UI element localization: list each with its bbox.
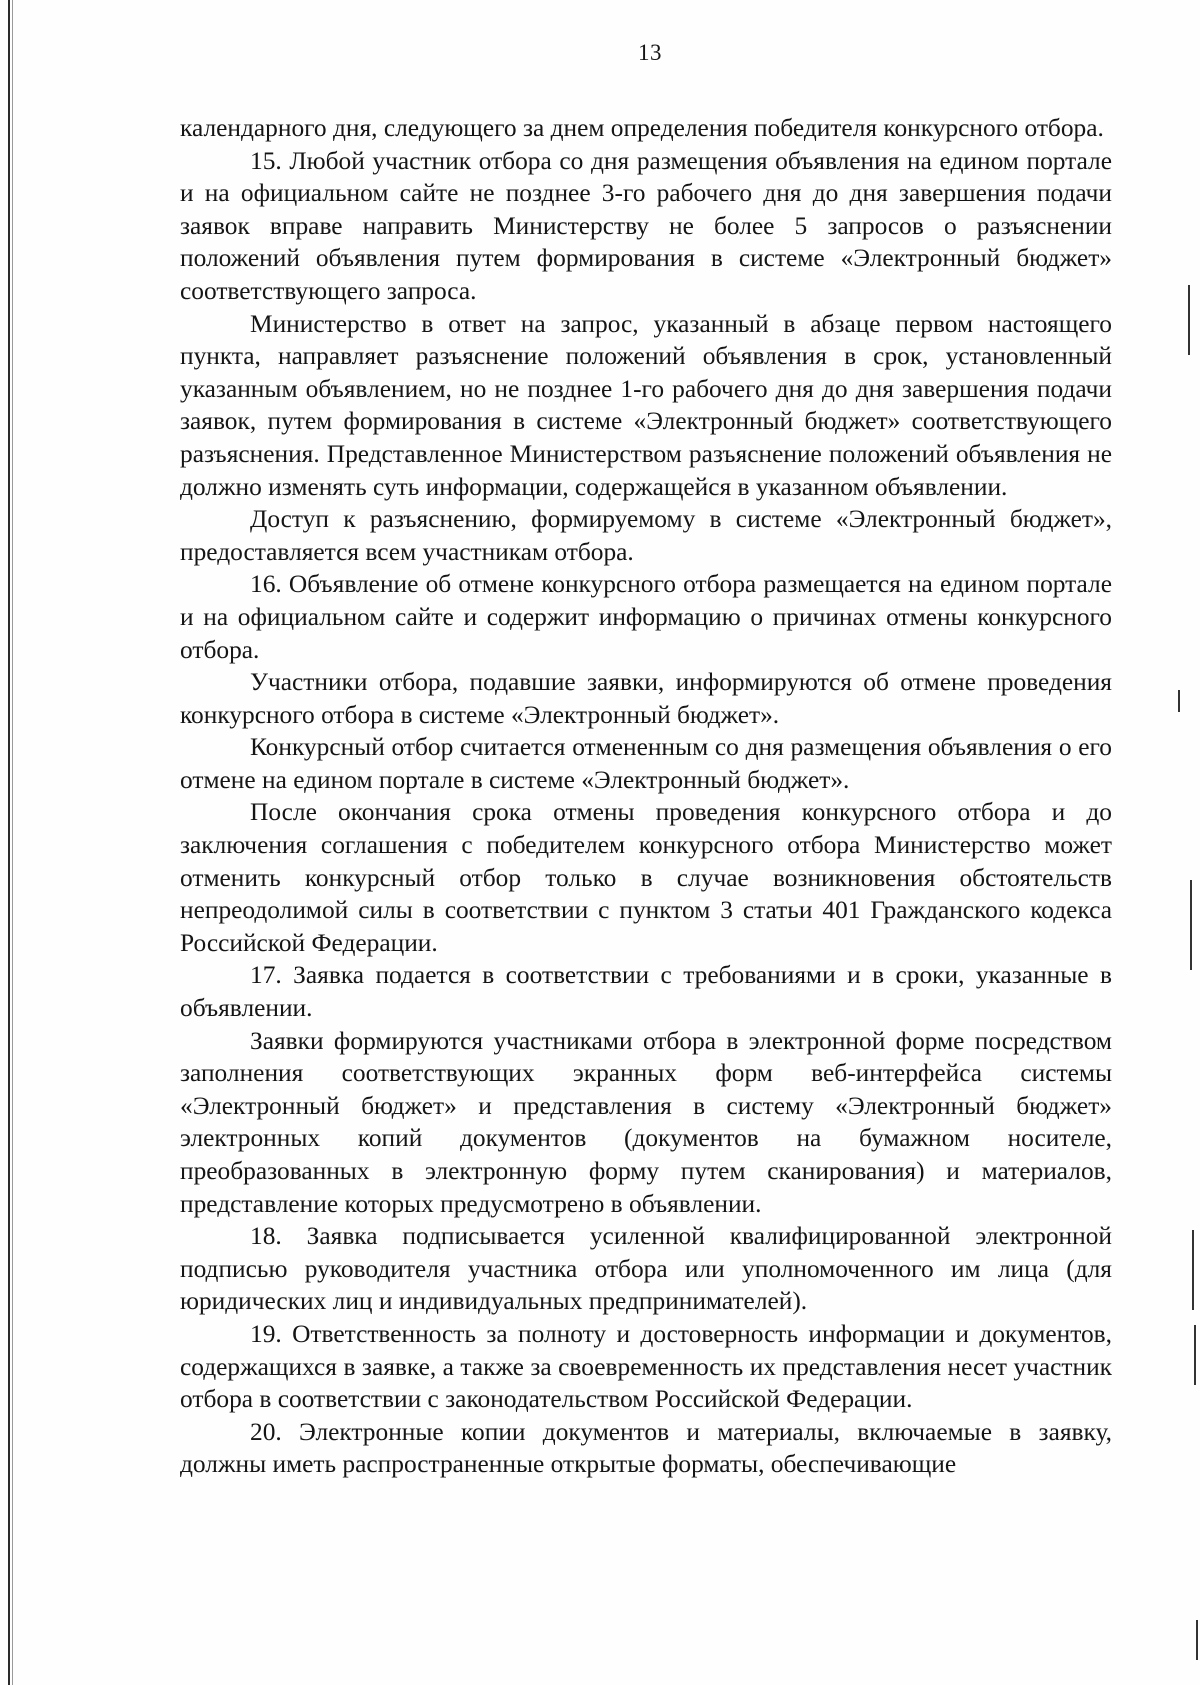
paragraph: 19. Ответственность за полноту и достоверность информации и документов, содержащихся в заявке, а также за своевременность их представления несет участник отбора в соответствии с законодательством Российской Федерации. <box>180 1319 1112 1414</box>
paragraph: Министерство в ответ на запрос, указанный в абзаце первом настоящего пункта, направляет разъяснение положений объявления в срок, установленный указанным объявлением, но не позднее 1-го рабочего дня до дня завершения подачи заявок, путем формирования в системе «Электронный бюджет» соответствующего разъяснения. Представленное Министерством разъяснение положений объявления не должно изменять суть информации, содержащейся в указанном объявлении. <box>180 309 1112 501</box>
scan-binding-edge <box>8 0 10 1685</box>
scan-mark <box>1192 1230 1194 1310</box>
scan-mark <box>1194 1325 1196 1385</box>
paragraph: Доступ к разъяснению, формируемому в системе «Электронный бюджет», предоставляется всем участникам отбора. <box>180 505 1112 566</box>
paragraph: 17. Заявка подается в соответствии с требованиями и в сроки, указанные в объявлении. <box>180 961 1112 1023</box>
paragraph: 18. Заявка подписывается усиленной квалифицированной электронной подписью руководителя участника отбора или уполномоченного им лица (для юридических лиц и индивидуальных предпринимателей). <box>180 1222 1112 1316</box>
scan-binding-edge-shadow <box>12 0 13 1685</box>
page-number: 13 <box>638 40 662 65</box>
scan-mark <box>1196 1620 1198 1660</box>
paragraph: Конкурсный отбор считается отмененным со дня размещения объявления о его отмене на едином портале в системе «Электронный бюджет». <box>180 733 1112 794</box>
paragraph: 16. Объявление об отмене конкурсного отбора размещается на едином портале и на официальном сайте и содержит информацию о причинах отмены конкурсного отбора. <box>180 570 1112 664</box>
paragraph: Заявки формируются участниками отбора в электронной форме посредством заполнения соответствующих экранных форм веб-интерфейса системы «Электронный бюджет» и представления в систему «Электронный бюджет» электронных копий документов (документов на бумажном носителе, преобразованных в электронную форму путем сканирования) и материалов, представление которых предусмотрено в объявлении. <box>180 1026 1112 1218</box>
paragraph: Участники отбора, подавшие заявки, информируются об отмене проведения конкурсного отбора в системе «Электронный бюджет». <box>180 668 1112 729</box>
paragraph: календарного дня, следующего за днем определения победителя конкурсного отбора. <box>180 114 1104 142</box>
scan-mark <box>1178 690 1180 712</box>
document-body <box>180 112 1112 1481</box>
paragraph: После окончания срока отмены проведения конкурсного отбора и до заключения соглашения с победителем конкурсного отбора Министерство может отменить конкурсный отбор только в случае возникновения обстоятельств непреодолимой силы в соответствии с пунктом 3 статьи 401 Гражданского кодекса Российской Федерации. <box>180 798 1112 957</box>
paragraph: 20. Электронные копии документов и материалы, включаемые в заявку, должны иметь распространенные открытые форматы, обеспечивающие <box>180 1417 1112 1479</box>
scan-mark <box>1188 285 1190 355</box>
paragraph: 15. Любой участник отбора со дня размещения объявления на едином портале и на официальном сайте не позднее 3-го рабочего дня до дня завершения подачи заявок вправе направить Министерству не более 5 запросов о разъяснении положений объявления путем формирования в системе «Электронный бюджет» соответствующего запроса. <box>180 146 1112 305</box>
scan-mark <box>1190 880 1192 970</box>
